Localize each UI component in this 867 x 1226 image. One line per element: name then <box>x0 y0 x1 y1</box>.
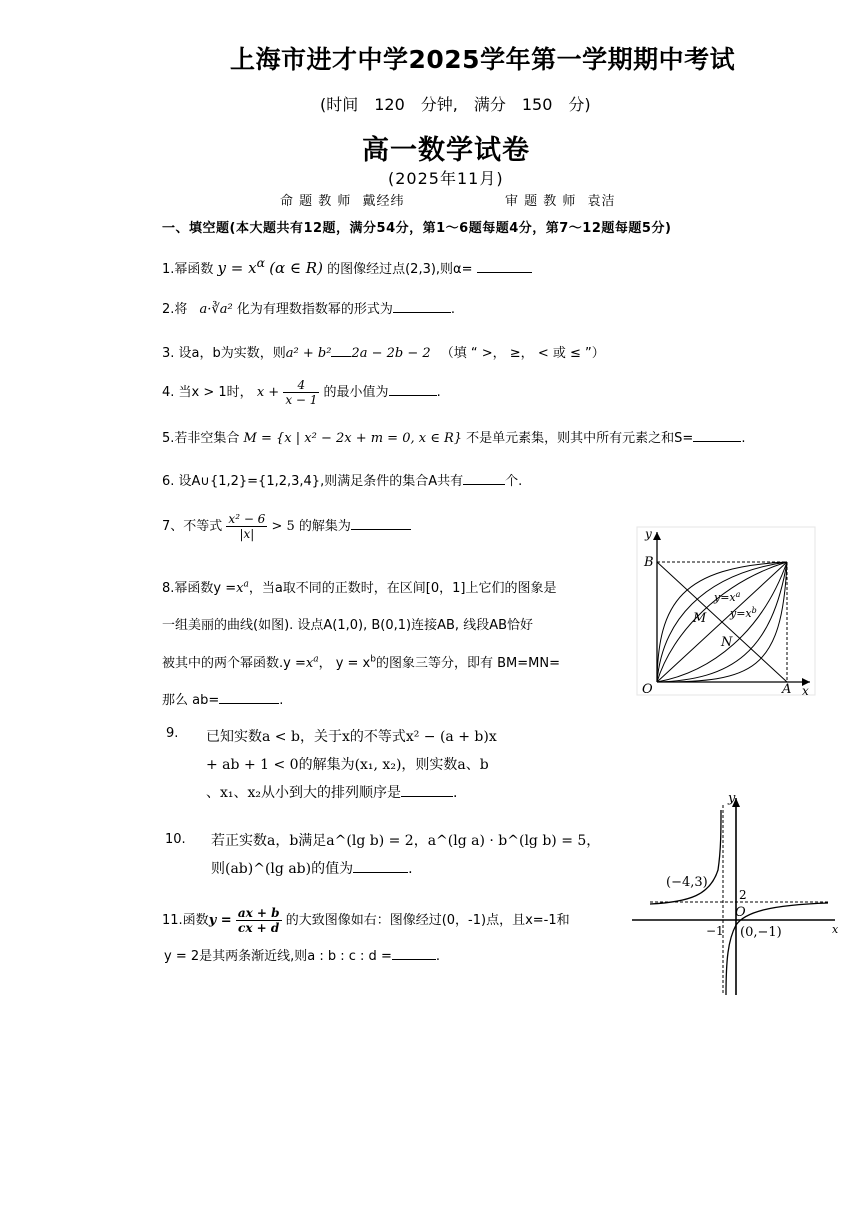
q8-end: . <box>279 693 284 708</box>
q10-number: 10. <box>165 832 186 847</box>
section-heading: 一、填空题(本大题共有12题，满分54分，第1～6题每题4分，第7～12题每题5分) <box>162 221 672 236</box>
question-11-line-1 <box>162 906 570 935</box>
q3-post: （填 “ >， ≥， < 或 ≤ ”） <box>440 346 605 361</box>
q11-post: 的大致图像如右：图像经过(0，-1)点，且x=-1和 <box>285 913 570 928</box>
q8-line3-pre: 被其中的两个幂函数.y = <box>162 656 306 671</box>
q10-line-1: 若正实数a，b满足a^(lg b) = 2，a^(lg a) · b^(lg b) = 5， <box>211 833 601 849</box>
q8-line4: 那么 ab= <box>162 693 220 708</box>
exam-subtitle: (时间 120 分钟, 满分 150 分) <box>320 95 591 114</box>
author-name: 戴经纬 <box>362 194 405 209</box>
q4-end: . <box>436 385 441 400</box>
q8-answer-blank[interactable] <box>219 691 279 704</box>
teacher-line <box>280 190 411 209</box>
q8-line1-post: ，当a取不同的正数时，在区间[0，1]上它们的图象是 <box>248 581 557 596</box>
figure1-x-label: x <box>802 684 809 698</box>
figure1-point-m: M <box>693 611 707 626</box>
figure2-y-label: y <box>728 791 736 806</box>
q11-y: y = <box>208 913 232 928</box>
q11-answer-blank[interactable] <box>392 947 436 960</box>
q2-pre: 2.将 <box>162 302 188 317</box>
question-7 <box>162 512 411 541</box>
q10-line2-text: 则(ab)^(lg ab)的值为 <box>211 861 354 877</box>
figure1-frame <box>637 527 815 695</box>
q5-pre: 5.若非空集合 <box>162 431 240 446</box>
q5-end: . <box>741 431 746 446</box>
exam-title: 上海市进才中学2025学年第一学期期中考试 <box>230 45 736 74</box>
reviewer-line <box>505 190 622 209</box>
q4-pre: 4. 当x > 1时， <box>162 385 253 400</box>
q8-line1-var: x <box>236 581 244 596</box>
q4-answer-blank[interactable] <box>389 383 437 396</box>
figure1-point-b: B <box>644 555 654 570</box>
q1-answer-blank[interactable] <box>477 260 532 273</box>
figure1-label-yb-base: y=x <box>730 607 752 620</box>
q8-line1-pre: 8.幂函数y = <box>162 581 237 596</box>
reviewer-label: 审 题 教 师 <box>505 194 577 209</box>
paper-title: 高一数学试卷 <box>362 135 530 166</box>
q2-formula: a·∛a² <box>199 302 233 317</box>
q8-line3-sup: a <box>313 654 319 665</box>
exam-date: (2025年11月) <box>388 169 504 188</box>
q6-text: 6. 设A∪{1,2}={1,2,3,4},则满足条件的集合A共有 <box>162 474 464 489</box>
q9-line-2: + ab + 1 < 0的解集为(x₁, x₂)，则实数a、b <box>206 757 489 773</box>
q7-denominator: |x| <box>239 527 255 541</box>
q11-line2: y = 2是其两条渐近线,则a : b : c : d = <box>164 949 392 964</box>
q11-denominator: cx + d <box>238 921 280 935</box>
q8-line3-sup2: b <box>370 654 376 665</box>
question-5 <box>162 427 745 446</box>
figure1-label-yb <box>729 606 757 620</box>
reviewer-name: 袁洁 <box>587 194 616 209</box>
q8-line3-post: 的图象三等分，即有 BM=MN= <box>375 656 560 671</box>
figure1-label-ya <box>713 590 741 604</box>
q5-formula: M = {x | x² − 2x + m = 0, x ∈ R} <box>243 431 463 446</box>
figure1-origin: O <box>642 682 653 697</box>
question-8-line-4 <box>162 689 283 708</box>
q4-fraction <box>283 378 319 407</box>
figure2-point-label-1: (−4,3) <box>666 875 708 890</box>
figure2-x-label: x <box>832 923 839 936</box>
q1-formula-sup: α <box>256 255 266 270</box>
question-8-line-3 <box>162 652 560 671</box>
q9-line-1: 已知实数a < b，关于x的不等式x² − (a + b)x <box>206 729 497 745</box>
q9-line-3 <box>206 782 457 802</box>
question-8-line-1 <box>162 577 557 596</box>
q7-gt: > 5 <box>271 519 295 534</box>
q3-formula-left: a² + b² <box>285 346 332 361</box>
hyperbola-figure <box>630 790 840 1000</box>
q1-formula <box>217 255 266 277</box>
question-3 <box>162 342 605 361</box>
q1-formula-base: y = x <box>217 259 257 277</box>
figure1-point-n: N <box>721 635 733 650</box>
question-6 <box>162 470 522 489</box>
q5-post: 不是单元素集，则其中所有元素之和S= <box>466 431 694 446</box>
q10-line-2 <box>211 858 413 878</box>
question-1 <box>162 255 532 277</box>
q8-line3-mid: ， y = x <box>318 656 371 671</box>
q2-end: . <box>450 302 455 317</box>
q10-answer-blank[interactable] <box>353 860 408 873</box>
q11-pre: 11.函数 <box>162 913 209 928</box>
figure1-y-label: y <box>645 527 652 541</box>
q9-end: . <box>453 785 458 801</box>
question-8-line-2: 一组美丽的曲线(如图). 设点A(1,0), B(0,1)连接AB, 线段AB恰好 <box>162 618 534 633</box>
q2-post: 化为有理数指数幂的形式为 <box>236 302 393 317</box>
figure2-two-label: 2 <box>739 888 747 902</box>
q6-end: 个. <box>505 474 523 489</box>
figure1-point-a: A <box>782 682 792 697</box>
q1-pre: 1.幂函数 <box>162 262 214 277</box>
figure1-label-ya-base: y=x <box>714 591 736 604</box>
figure1-label-ya-sup: a <box>735 590 741 599</box>
q7-fraction <box>226 512 267 541</box>
q7-pre: 7、不等式 <box>162 519 223 534</box>
figure2-origin: O <box>735 905 746 920</box>
q1-post: 的图像经过点(2,3),则α= <box>327 262 473 277</box>
q11-numerator: ax + b <box>237 906 280 920</box>
q4-x: x + <box>256 385 280 400</box>
q9-answer-blank[interactable] <box>401 784 453 797</box>
q11-end: . <box>435 949 440 964</box>
figure2-point-label-2: (0,−1) <box>740 925 782 940</box>
figure1-label-yb-sup: b <box>751 606 757 615</box>
q3-pre: 3. 设a，b为实数，则 <box>162 346 286 361</box>
q2-answer-blank[interactable] <box>393 300 451 313</box>
question-4 <box>162 378 441 407</box>
figure2-neg1-label: −1 <box>706 924 724 938</box>
q5-answer-blank[interactable] <box>693 429 741 442</box>
author-label: 命 题 教 师 <box>280 194 352 209</box>
q7-answer-blank[interactable] <box>351 517 411 530</box>
q8-line1-sup: a <box>243 579 249 590</box>
q9-line3-text: 、x₁、x₂从小到大的排列顺序是 <box>206 785 402 801</box>
q8-line3-var: x <box>305 656 314 671</box>
q4-post: 的最小值为 <box>323 385 389 400</box>
figure1-y-arrow <box>653 532 661 540</box>
q11-fraction <box>236 906 282 935</box>
q6-answer-blank[interactable] <box>463 472 505 485</box>
q10-end: . <box>408 861 413 877</box>
q7-post: 的解集为 <box>298 519 351 534</box>
q4-numerator: 4 <box>283 378 319 393</box>
question-11-line-2 <box>164 945 440 964</box>
q7-numerator: x² − 6 <box>228 512 266 526</box>
power-function-figure <box>632 522 822 700</box>
q4-denominator: x − 1 <box>285 393 318 407</box>
q1-condition: (α ∈ R) <box>269 259 323 277</box>
q9-number: 9. <box>166 726 179 741</box>
q3-answer-blank[interactable] <box>331 344 351 357</box>
q3-formula-right: 2a − 2b − 2 <box>351 346 431 361</box>
question-2 <box>162 298 455 317</box>
